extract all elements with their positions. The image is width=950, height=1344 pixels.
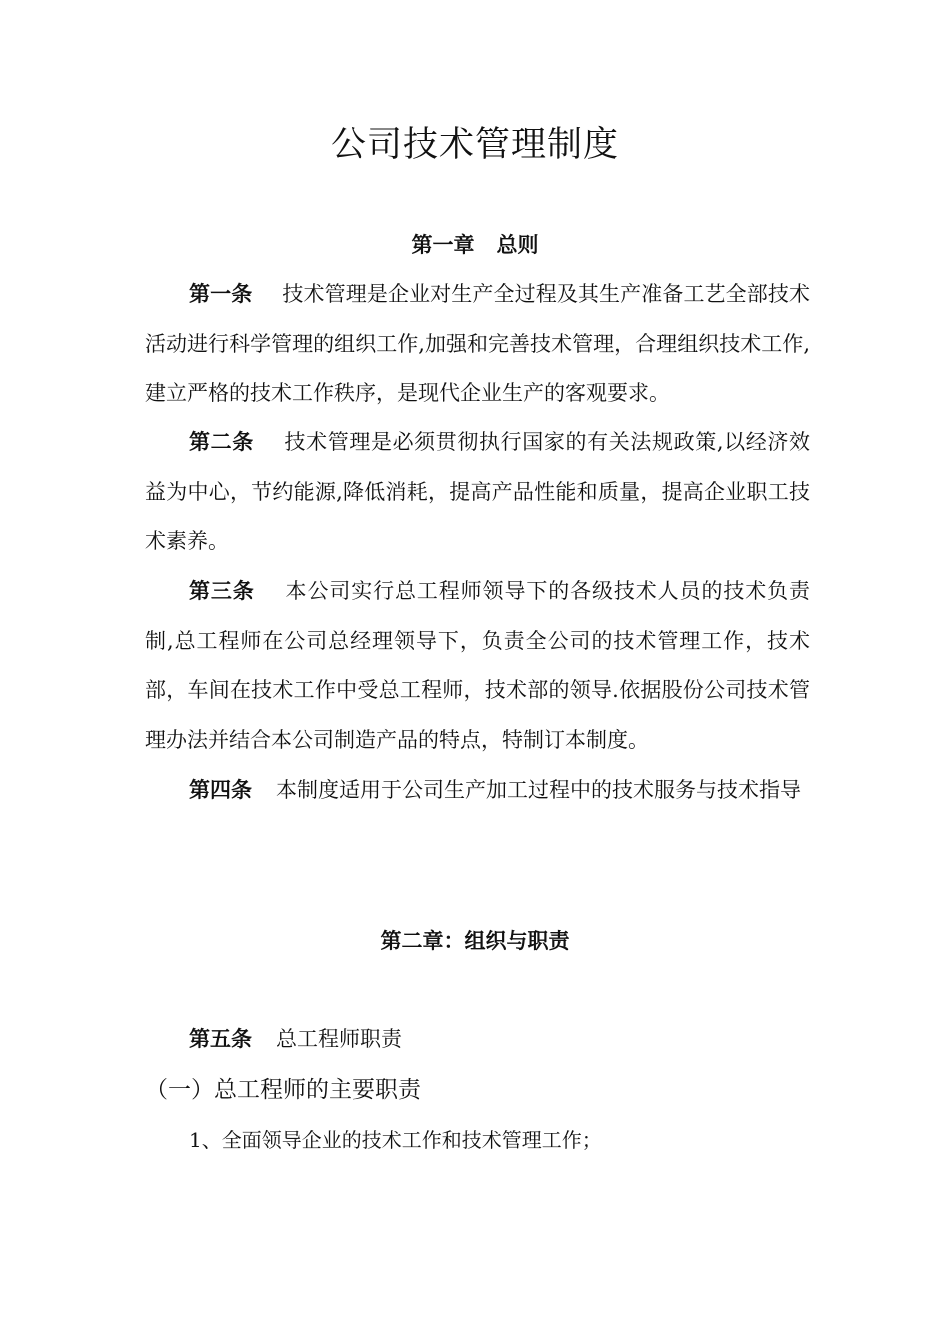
chapter-1-name: 总则 [496,233,539,257]
chapter-2-heading: 第二章：组织与职责 [380,929,570,953]
article-2-text: 技术管理是必须贯彻执行国家的有关法规政策,以经济效益为中心，节约能源,降低消耗，提高产品性能和质量，提高企业职工技术素养。 [145,430,810,553]
article-1-label: 第一条 [189,282,253,306]
article-2-label: 第二条 [189,430,254,454]
chapter-1-label: 第一章 [411,233,475,257]
article-5-label: 第五条 [189,1027,252,1051]
article-3-text: 本公司实行总工程师领导下的各级技术人员的技术负责制,总工程师在公司总经理领导下，负责全公司的技术管理工作，技术部，车间在技术工作中受总工程师，技术部的领导.依据股份公司技术管理办法并结合本公司制造产品的特点，特制订本制度。 [145,579,811,752]
article-2 [145,418,810,567]
article-3 [145,567,810,765]
document-title: 公司技术管理制度 [330,125,619,165]
article-3-label: 第三条 [189,579,255,603]
article-5-text: 总工程师职责 [276,1027,402,1051]
article-1-text: 技术管理是企业对生产全过程及其生产准备工艺全部技术活动进行科学管理的组织工作,加强和完善技术管理，合理组织技术工作,建立严格的技术工作秩序，是现代企业生产的客观要求。 [145,282,811,405]
article-4-label: 第四条 [189,778,252,802]
article-5 [145,1015,810,1065]
list-item: 1、全面领导企业的技术工作和技术管理工作； [189,1128,602,1152]
chapter-1-heading [0,230,950,260]
article-4-text: 本制度适用于公司生产加工过程中的技术服务与技术指导 [276,778,801,802]
subsection-heading: （一）总工程师的主要职责 [145,1077,421,1103]
article-4 [145,766,810,816]
article-1 [145,270,810,419]
